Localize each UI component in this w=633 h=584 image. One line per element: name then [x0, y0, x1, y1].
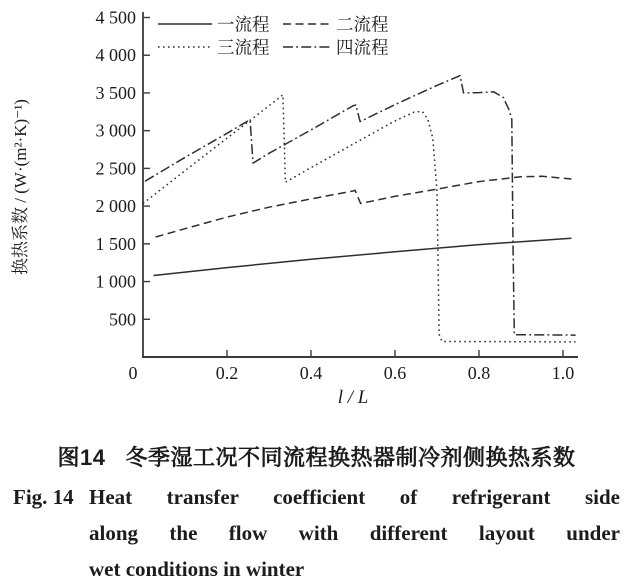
caption-chinese-label: 图14	[57, 445, 106, 470]
caption-english-figure-label: Fig. 14	[13, 485, 74, 509]
legend-item-pass3	[158, 38, 270, 58]
y-tick-label: 4 000	[95, 45, 136, 66]
caption-english	[13, 479, 620, 584]
caption-english-text-1: Heat transfer coefficient of refrigerant side	[89, 485, 620, 509]
legend-item-pass2	[283, 15, 389, 35]
legend-item-pass4	[283, 38, 389, 58]
y-tick-label: 3 500	[95, 82, 136, 103]
x-tick-label: 0	[128, 363, 138, 383]
caption-chinese-text: 冬季湿工况不同流程换热器制冷剂侧换热系数	[125, 445, 576, 470]
legend-item-pass1	[158, 15, 270, 35]
x-axis-title: l / L	[337, 387, 369, 408]
legend-label: 一流程	[217, 14, 270, 35]
series-pass4-line	[145, 76, 575, 336]
x-tick-label: 0.6	[383, 363, 407, 383]
x-tick-label: 0.8	[467, 363, 491, 383]
x-tick-label: 0.4	[299, 363, 323, 383]
y-tick-label: 1 500	[95, 233, 136, 254]
y-tick-label: 3 000	[95, 120, 136, 141]
x-tick-label: 1.0	[551, 363, 575, 383]
series-pass2-line	[156, 176, 572, 237]
caption-english-line-2: along the flow with different layout under	[89, 521, 620, 545]
y-tick-label: 2 500	[95, 158, 136, 179]
legend-label: 四流程	[336, 37, 389, 58]
y-tick-label: 4 500	[95, 7, 136, 28]
caption-english-line-3: wet conditions in winter	[89, 557, 305, 581]
y-tick-label: 2 000	[95, 196, 136, 217]
legend-label: 三流程	[217, 37, 270, 58]
series-pass1-line	[154, 238, 572, 275]
x-tick-label: 0.2	[215, 363, 239, 383]
figure-caption	[0, 443, 633, 584]
y-axis-title: 换热系数 / (W·(m²·K)⁻¹)	[11, 99, 30, 275]
caption-chinese	[6, 443, 627, 473]
series-pass3-line	[143, 95, 576, 342]
y-tick-label: 500	[109, 309, 136, 330]
y-tick-label: 1 000	[95, 271, 136, 292]
legend-label: 二流程	[336, 14, 389, 35]
caption-english-line-1	[13, 479, 620, 515]
